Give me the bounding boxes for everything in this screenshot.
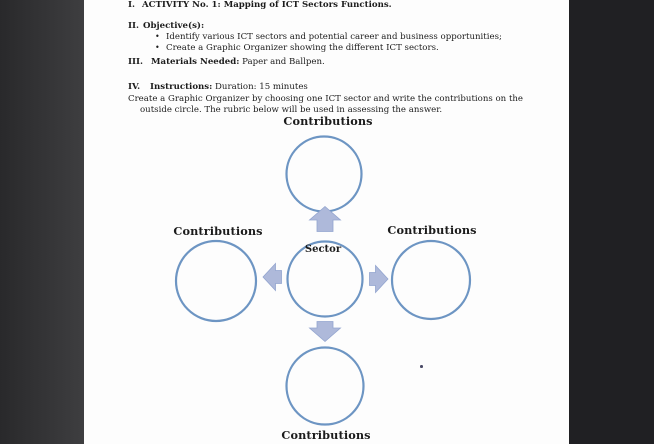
center-circle-label: Sector xyxy=(304,244,342,255)
objective-text: Create a Graphic Organizer showing the different ICT sectors. xyxy=(166,43,439,53)
document-page xyxy=(84,0,569,444)
bottom-contributions-circle xyxy=(287,348,364,425)
stray-ink-dot xyxy=(420,365,423,368)
left-arrow-icon xyxy=(263,264,282,291)
section-number: II. xyxy=(128,21,140,31)
section-text: Paper and Ballpen. xyxy=(242,57,325,67)
left-circle-label: Contributions xyxy=(173,224,263,238)
objective-text: Identify various ICT sectors and potential career and business opportunities; xyxy=(166,32,502,42)
section-number: IV. xyxy=(128,82,141,92)
section-text: Duration: 15 minutes xyxy=(215,82,308,92)
bullet-icon: • xyxy=(155,32,160,41)
graphic-organizer-diagram xyxy=(84,0,569,444)
section-number: I. xyxy=(128,0,136,10)
section-number: III. xyxy=(128,57,144,67)
down-arrow-icon xyxy=(310,322,341,342)
viewer-right-margin xyxy=(569,0,654,444)
instructions-paragraph-line: Create a Graphic Organizer by choosing one ICT sector and write the contributions on the xyxy=(128,93,524,104)
top-circle-label: Contributions xyxy=(283,114,373,128)
right-arrow-icon xyxy=(370,266,389,293)
viewer-left-margin xyxy=(0,0,84,444)
bottom-circle-label: Contributions xyxy=(281,428,371,442)
section-title: Instructions: xyxy=(150,82,213,92)
section-title: ACTIVITY No. 1: Mapping of ICT Sectors Functions. xyxy=(142,0,392,10)
right-contributions-circle xyxy=(392,241,470,319)
section-title: Materials Needed: xyxy=(151,57,240,67)
left-contributions-circle xyxy=(176,241,256,321)
top-contributions-circle xyxy=(287,137,362,212)
right-circle-label: Contributions xyxy=(387,223,477,237)
section-title: Objective(s): xyxy=(143,21,205,31)
bullet-icon: • xyxy=(155,43,160,52)
instructions-paragraph-line: outside circle. The rubric below will be used in assessing the answer. xyxy=(140,104,443,115)
